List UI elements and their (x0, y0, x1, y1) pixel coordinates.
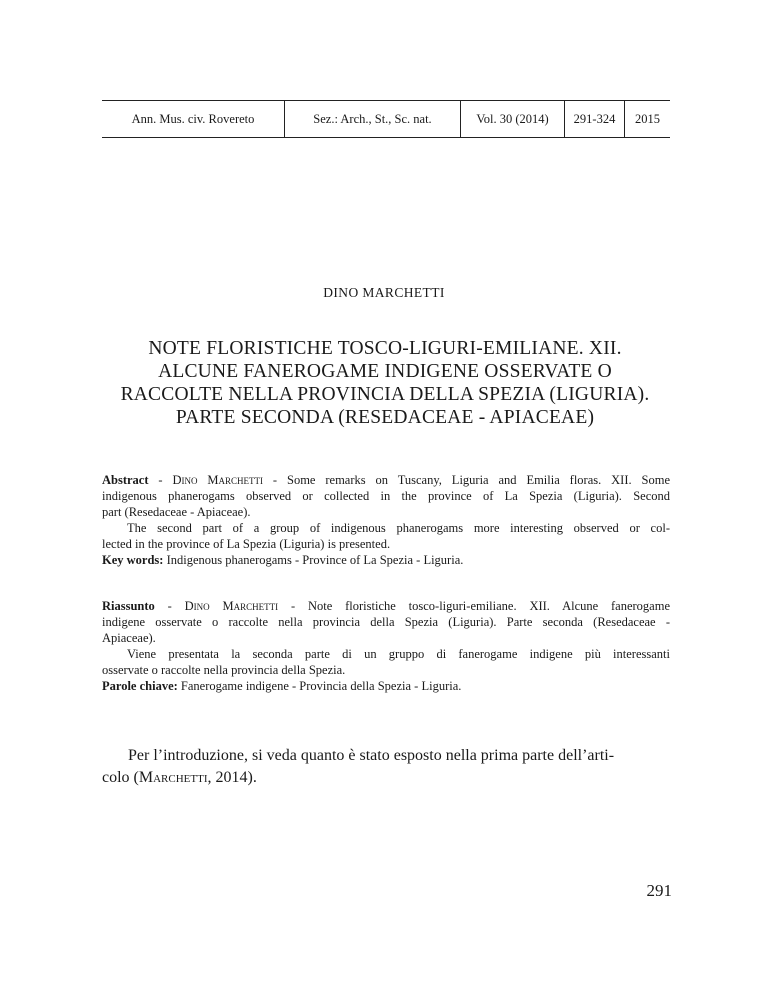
journal-section: Sez.: Arch., St., Sc. nat. (284, 101, 460, 137)
title-line: ALCUNE FANEROGAME INDIGENE OSSERVATE O (158, 361, 612, 382)
intro-citation-author: Marchetti (138, 769, 208, 786)
abstract-line: indigenous phanerogams observed or collected in the province of La Spezia (Liguria). Second (102, 489, 670, 503)
abstract-keywords (102, 552, 670, 568)
abstract-paragraph: lected in the province of La Spezia (Liguria) is presented. (102, 537, 391, 551)
riassunto-line: Apiaceae). (102, 631, 156, 645)
journal-pages: 291-324 (564, 101, 624, 137)
parole-chiave-text: Fanerogame indigene - Provincia della Spezia - Liguria. (177, 679, 462, 693)
riassunto-line: indigene osservate o raccolte nella provincia della Spezia (Liguria). Parte seconda (Resedaceae - (102, 615, 670, 629)
abstract-author-last: Marchetti (207, 473, 264, 487)
title-line: PARTE SECONDA (RESEDACEAE - APIACEAE) (175, 407, 595, 428)
intro-line: Per l’introduzione, si veda quanto è stato esposto nella prima parte dell’arti- (128, 747, 615, 764)
riassunto-author-last: Marchetti (222, 599, 279, 613)
title-line: NOTE FLORISTICHE TOSCO-LIGURI-EMILIANE. XII. (148, 338, 622, 359)
abstract-label: Abstract (102, 473, 149, 487)
riassunto-paragraph: osservate o raccolte nella provincia della Spezia. (102, 663, 346, 677)
intro-paragraph (102, 745, 670, 789)
page-number: 291 (646, 881, 672, 900)
riassunto-paragraph: Viene presentata la seconda parte di un gruppo di fanerogame indigene più interessanti (127, 647, 670, 661)
abstract-author-first: Dino (172, 473, 198, 487)
article-author: DINO MARCHETTI (323, 285, 445, 300)
journal-name: Ann. Mus. civ. Rovereto (131, 111, 255, 126)
title-line: RACCOLTE NELLA PROVINCIA DELLA SPEZIA (LIGURIA). (120, 384, 650, 405)
keywords-text: Indigenous phanerogams - Province of La Spezia - Liguria. (163, 553, 464, 567)
riassunto-section (102, 598, 670, 694)
abstract-paragraph: The second part of a group of indigenous phanerogams more interesting observed or col- (127, 521, 670, 535)
riassunto-author-first: Dino (184, 599, 210, 613)
article-title (100, 337, 670, 429)
intro-line: colo (Marchetti, 2014). (102, 769, 257, 786)
abstract-line: part (Resedaceae - Apiaceae). (102, 505, 251, 519)
riassunto-line: Riassunto - Dino Marchetti - Note floristiche tosco-liguri-emiliane. XII. Alcune fanerogame (102, 599, 671, 613)
abstract-line: Abstract - Dino Marchetti - Some remarks on Tuscany, Liguria and Emilia floras. XII. Some (102, 473, 671, 487)
parole-chiave-label: Parole chiave: (102, 679, 178, 693)
journal-header (102, 100, 670, 138)
journal-year: 2015 (624, 101, 670, 137)
keywords-label: Key words: (102, 553, 164, 567)
riassunto-label: Riassunto (102, 599, 155, 613)
journal-volume: Vol. 30 (2014) (460, 101, 564, 137)
riassunto-keywords (102, 678, 670, 694)
abstract-section (102, 472, 670, 568)
